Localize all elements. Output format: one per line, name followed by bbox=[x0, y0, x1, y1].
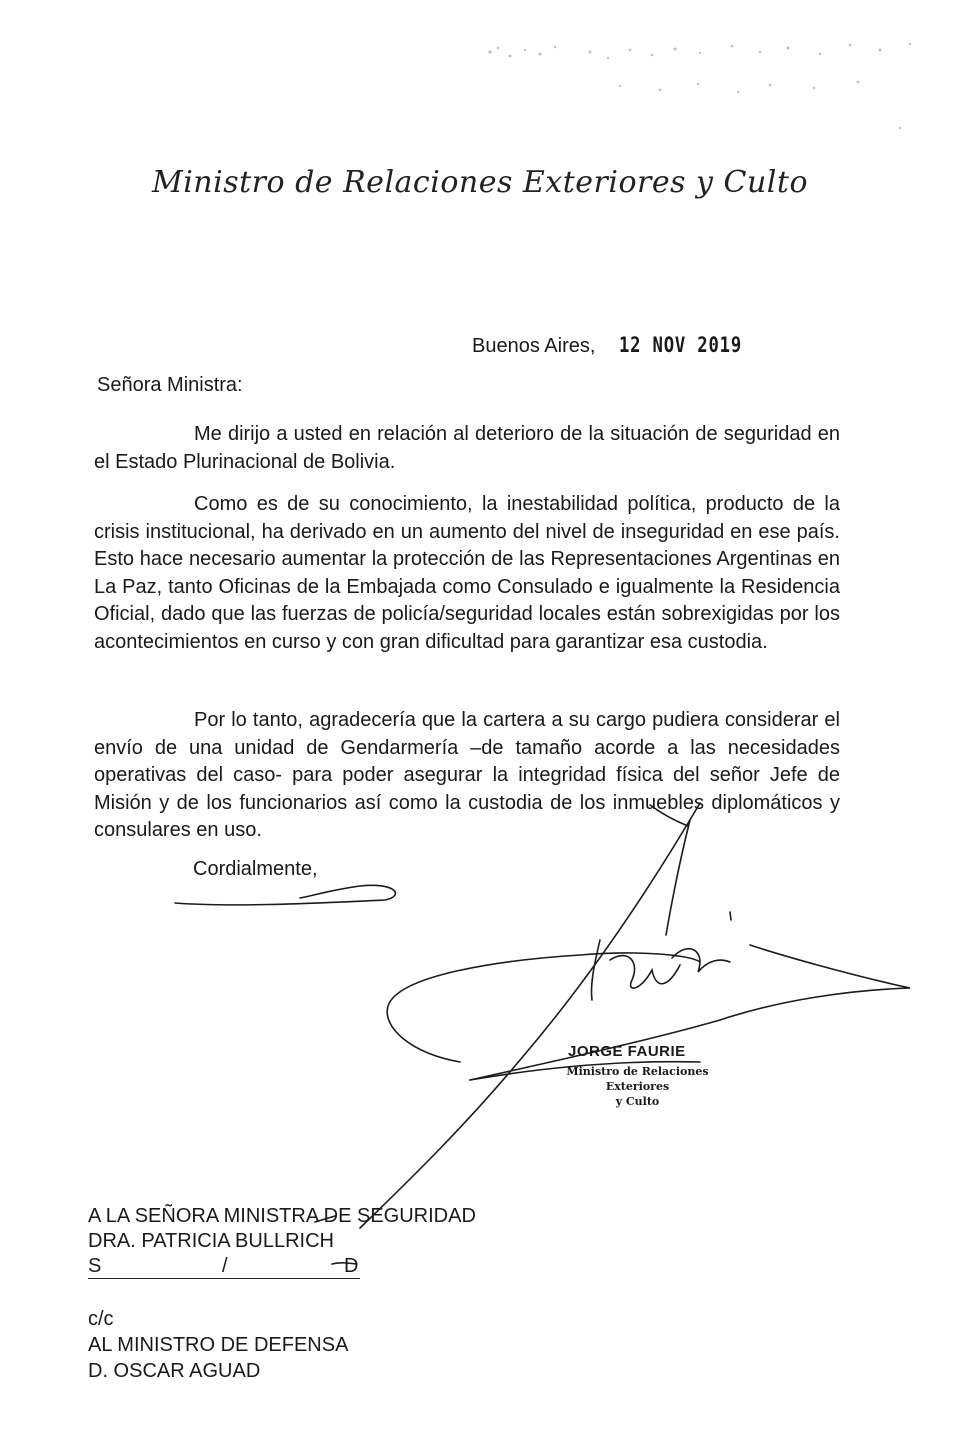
body-paragraph-2: Como es de su conocimiento, la inestabilidad política, producto de la crisis institucional, ha derivado en un aumento del nivel de inseguridad en ese país. Esto hace necesario aumentar la protección de las Representaciones Argentinas en La Paz, tanto Oficinas de la Embajada como Consulado e igualmente la Residencia Oficial, dado que las fuerzas de policía/seguridad locales están sobrexigidas por los acontecimientos en curso y con gran dificultad para garantizar esa custodia. bbox=[94, 493, 840, 653]
date-line bbox=[472, 333, 769, 358]
addressee-line2: DRA. PATRICIA BULLRICH bbox=[88, 1230, 334, 1252]
cc-line2: D. OSCAR AGUAD bbox=[88, 1360, 261, 1382]
cc-block bbox=[88, 1306, 348, 1384]
date-stamp: 12 NOV 2019 bbox=[618, 333, 743, 357]
body-paragraph-1: Me dirijo a usted en relación al deterioro de la situación de seguridad en el Estado Plurinacional de Bolivia. bbox=[94, 423, 840, 473]
sd-line bbox=[88, 1254, 360, 1279]
letterhead-title: Ministro de Relaciones Exteriores y Culto bbox=[151, 165, 809, 200]
signer-title-line1: Ministro de Relaciones Exteriores bbox=[566, 1065, 709, 1093]
signer-title bbox=[545, 1064, 730, 1109]
date-place: Buenos Aires, bbox=[472, 335, 596, 357]
body-paragraph-3: Por lo tanto, agradecería que la cartera a su cargo pudiera considerar el envío de una unidad de Gendarmería –de tamaño acorde a las necesidades operativas del caso- para poder asegurar la integridad física del señor Jefe de Misión y de los funcionarios así como la custodia de los inmuebles diplomáticos y consulares en uso. bbox=[94, 709, 840, 841]
sd-slash: / bbox=[222, 1255, 228, 1277]
cc-label: c/c bbox=[88, 1308, 114, 1330]
sd-d: D bbox=[344, 1255, 359, 1277]
addressee-block bbox=[88, 1204, 476, 1279]
salutation: Señora Ministra: bbox=[97, 374, 243, 396]
sd-s: S bbox=[88, 1255, 102, 1277]
scan-noise-marks bbox=[470, 30, 940, 140]
closing-text: Cordialmente, bbox=[193, 858, 318, 880]
addressee-line1: A LA SEÑORA MINISTRA DE SEGURIDAD bbox=[88, 1205, 476, 1227]
cc-line1: AL MINISTRO DE DEFENSA bbox=[88, 1334, 349, 1356]
signer-name: JORGE FAURIE bbox=[568, 1043, 686, 1060]
signer-title-line2: y Culto bbox=[615, 1095, 660, 1108]
